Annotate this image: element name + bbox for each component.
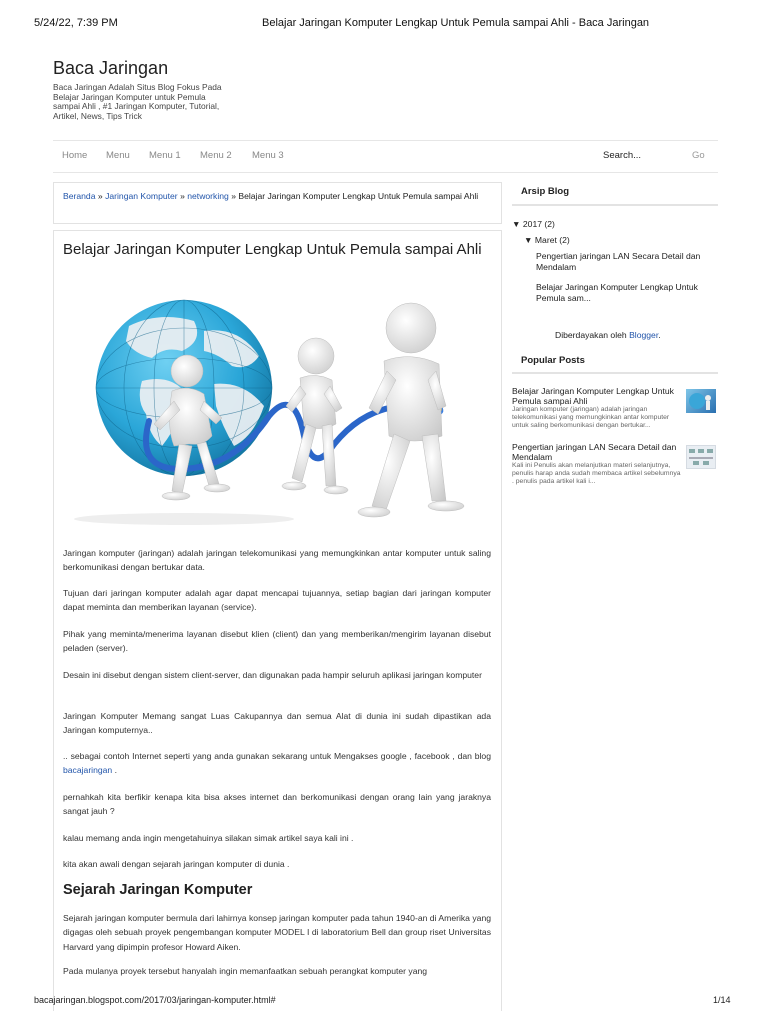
archive-title: Arsip Blog [521,186,570,197]
post-paragraph: Pihak yang meminta/menerima layanan disebut klien (client) dan yang memberikan/mengirim layanan disebut peladen (server). [63,629,491,654]
post-paragraph: pernahkah kita berfikir kenapa kita bisa akses internet dan berkomunikasi dengan orang lain yang jaraknya sangat jauh ? [63,792,491,817]
breadcrumb-separator: » [228,191,239,201]
thumbnail-globe-icon [686,389,716,413]
blog-description: Baca Jaringan Adalah Situs Blog Fokus Pada Belajar Jaringan Komputer untuk Pemula sampai Ahli , #1 Jaringan Komputer, Tutorial, Artikel, News, Tips Trick [53,82,222,121]
nav-item-menu-1[interactable]: Menu 1 [149,150,181,161]
popular-post-item[interactable] [512,387,684,430]
post-container [53,230,502,1011]
post-paragraph: kalau memang anda ingin mengetahuinya silakan simak artikel saya kali ini . [63,833,354,843]
popular-post-title[interactable]: Pengertian jaringan LAN Secara Detail dan Mendalam [512,442,677,462]
nav-item-menu-3[interactable]: Menu 3 [252,150,284,161]
nav-item-menu[interactable]: Menu [106,150,130,161]
archive-month-toggle[interactable]: ▼ Maret (2) [524,235,570,245]
post-title: Belajar Jaringan Komputer Lengkap Untuk Pemula sampai Ahli [63,241,482,258]
popular-divider [512,372,718,374]
post-paragraph: Tujuan dari jaringan komputer adalah agar dapat mencapai tujuannya, setiap bagian dari jaringan komputer dapat meminta dan memberikan layanan (service). [63,588,491,613]
paragraph-text: . [112,765,117,776]
search-input[interactable]: Search... [603,150,642,161]
breadcrumb-category-link[interactable]: Jaringan Komputer [105,191,178,201]
popular-posts-title: Popular Posts [521,355,585,366]
post-paragraph: Jaringan Komputer Memang sangat Luas Cakupannya dan semua Alat di dunia ini sudah dipastikan ada Jaringan komputernya.. [63,711,491,736]
post-illustration [54,296,501,526]
print-page-number: 1/14 [713,995,731,1005]
popular-post-thumbnail[interactable] [686,445,716,469]
nav-item-home[interactable]: Home [62,150,88,161]
popular-post-title[interactable]: Belajar Jaringan Komputer Lengkap Untuk Pemula sampai Ahli [512,386,674,406]
powered-by-text: . [658,330,661,340]
post-paragraph: Sejarah jaringan komputer bermula dari lahirnya konsep jaringan komputer pada tahun 1940-an di Amerika yang digagas oleh sebuah proyek pengembangan komputer MODEL I di laboratorium Bell dan group riset Universitas Harvard yang dipimpin profesor Howard Aiken. [63,913,491,952]
post-paragraph: Pada mulanya proyek tersebut hanyalah ingin memanfaatkan sebuah perangkat komputer yang [63,966,428,976]
breadcrumb-home-link[interactable]: Beranda [63,191,96,201]
archive-post-link[interactable]: Belajar Jaringan Komputer Lengkap Untuk Pemula sam... [536,282,698,303]
blog-title[interactable]: Baca Jaringan [53,58,169,78]
thumbnail-lan-diagram-icon [687,446,715,468]
post-paragraph-with-link [63,749,491,778]
nav-bar [53,140,718,173]
popular-post-item[interactable] [512,443,684,486]
powered-by [555,330,661,341]
breadcrumb-subcategory-link[interactable]: networking [187,191,229,201]
breadcrumb [53,182,502,224]
nav-item-menu-2[interactable]: Menu 2 [200,150,232,161]
popular-post-snippet: Jaringan komputer (jaringan) adalah jaringan telekomunikasi yang memungkinkan antar komputer untuk saling berkomunikasi dengan bertukar... [512,406,670,429]
blogger-link[interactable]: Blogger [629,330,659,340]
paragraph-text: .. sebagai contoh Internet seperti yang anda gunakan sekarang untuk Mengakses google , facebook , dan blog [63,751,491,761]
search-go-button[interactable]: Go [692,150,705,161]
powered-by-text: Diberdayakan oleh [555,330,630,340]
archive-post-link[interactable]: Pengertian jaringan LAN Secara Detail dan Mendalam [536,251,701,272]
breadcrumb-current: Belajar Jaringan Komputer Lengkap Untuk Pemula sampai Ahli [238,191,479,201]
popular-post-snippet: Kali ini Penulis akan melanjutkan materi selanjutnya, penulis harap anda sudah membaca artikel sebelumnya . penulis pada artikel kali i... [512,462,681,485]
post-paragraph: kita akan awali dengan sejarah jaringan komputer di dunia . [63,859,290,869]
bacajaringan-link[interactable]: bacajaringan [63,765,113,776]
print-datetime: 5/24/22, 7:39 PM [34,17,118,29]
breadcrumb-separator: » [95,191,106,201]
network-people-illustration [54,296,501,526]
breadcrumb-separator: » [177,191,188,201]
popular-post-thumbnail[interactable] [686,389,716,413]
section-heading: Sejarah Jaringan Komputer [63,882,253,898]
archive-divider [512,204,718,206]
post-paragraph: Jaringan komputer (jaringan) adalah jaringan telekomunikasi yang memungkinkan antar komputer untuk saling berkomunikasi dengan bertukar data. [63,548,491,573]
post-paragraph: Desain ini disebut dengan sistem client-server, dan digunakan pada hampir seluruh aplikasi jaringan komputer [63,670,482,680]
print-url: bacajaringan.blogspot.com/2017/03/jaringan-komputer.html# [34,995,276,1005]
print-page-title: Belajar Jaringan Komputer Lengkap Untuk Pemula sampai Ahli - Baca Jaringan [262,17,650,29]
archive-year-toggle[interactable]: ▼ 2017 (2) [512,219,555,229]
